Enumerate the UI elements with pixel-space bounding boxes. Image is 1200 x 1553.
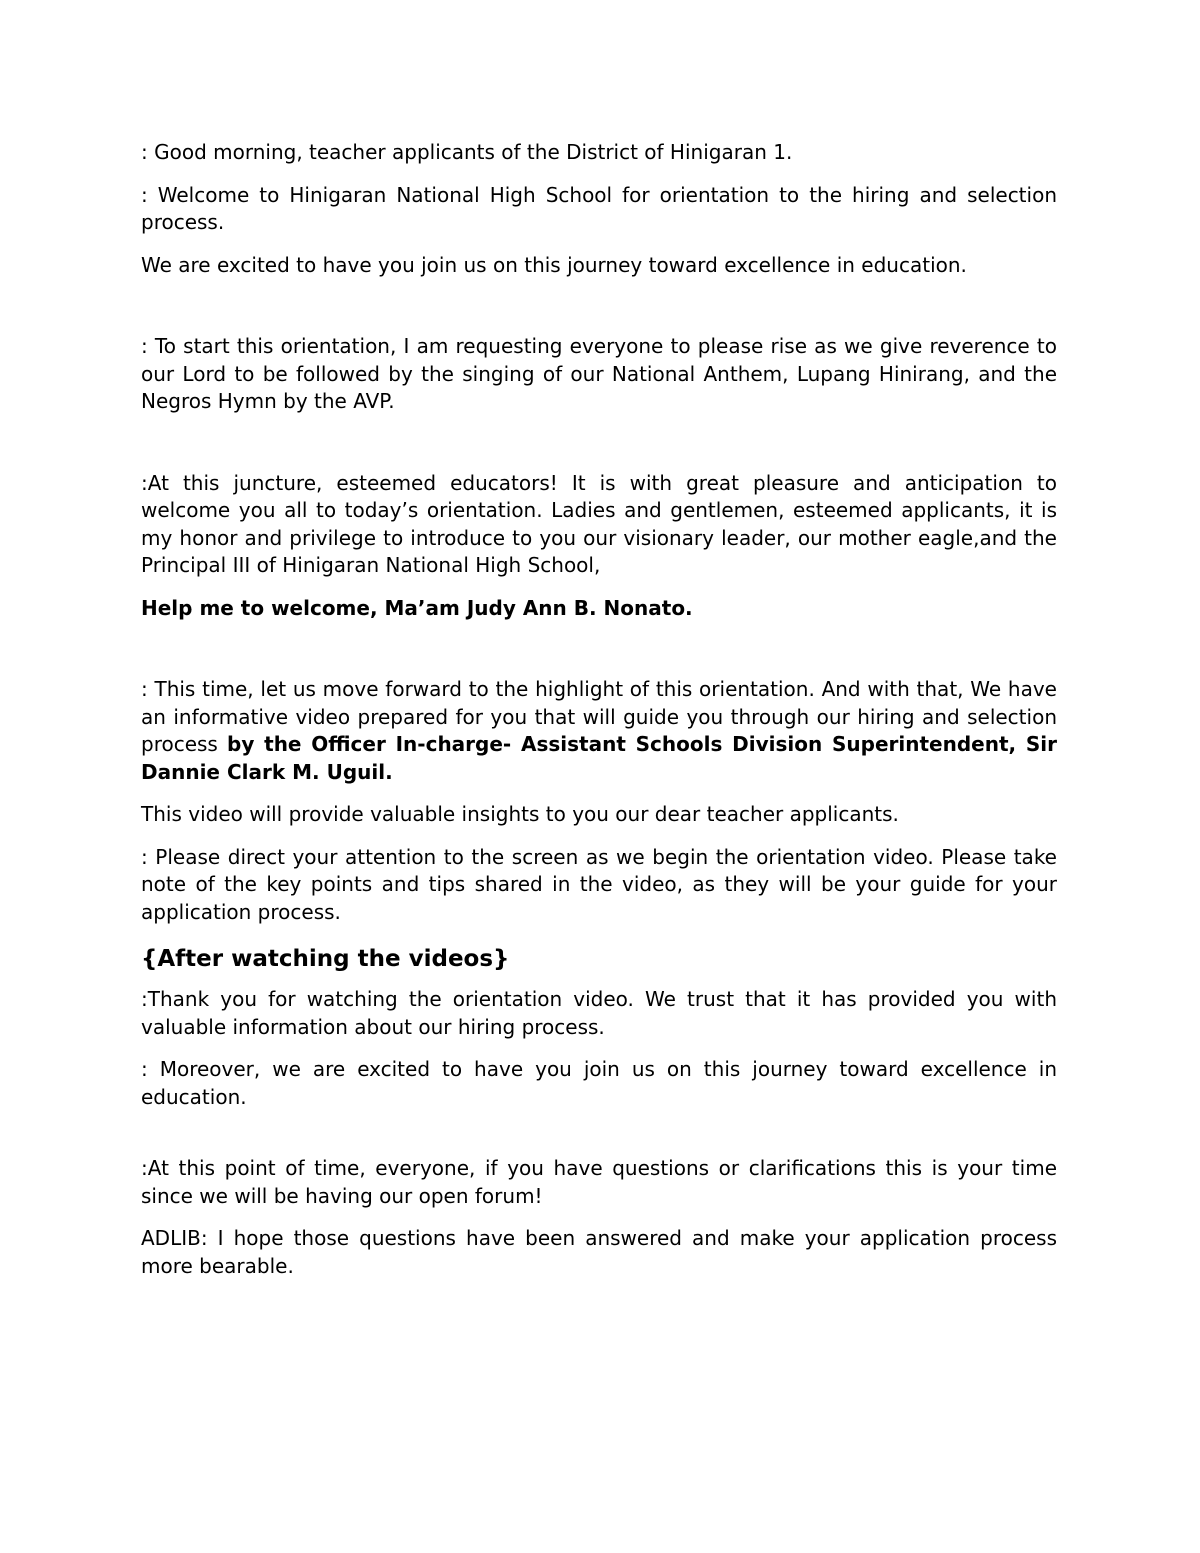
- greeting-paragraph: : Good morning, teacher applicants of the District of Hinigaran 1.: [141, 140, 793, 164]
- video-insights-paragraph: This video will provide valuable insights to you our dear teacher applicants.: [141, 802, 899, 826]
- juncture-paragraph: :At this juncture, esteemed educators! It is with great pleasure and anticipation to welcome you all to today’s orientation. Ladies and gentlemen, esteemed applicants, it is my honor and privilege to introduce to you our visionary leader, our mother eagle,and the Principal III of Hinigaran National High School,: [141, 470, 1057, 577]
- thank-you-paragraph: :Thank you for watching the orientation video. We trust that it has provided you with valuable information about our hiring process.: [141, 987, 1057, 1039]
- document-page: [141, 139, 1057, 1295]
- adlib-paragraph: ADLIB: I hope those questions have been answered and make your application process more bearable.: [141, 1226, 1057, 1278]
- officer-name-text: by the Officer In-charge- Assistant Schools Division Superintendent, Sir Dannie Clark M. Uguil.: [141, 732, 1057, 784]
- open-forum-paragraph: :At this point of time, everyone, if you have questions or clarifications this is your time since we will be having our open forum!: [141, 1156, 1057, 1208]
- attention-paragraph: : Please direct your attention to the screen as we begin the orientation video. Please take note of the key points and tips shared in the video, as they will be your guide for your application process.: [141, 844, 1057, 924]
- principal-welcome-line: Help me to welcome, Ma’am Judy Ann B. Nonato.: [141, 595, 693, 620]
- video-intro-text: : This time, let us move forward to the highlight of this orientation. And with that, We have an informative video prepared for you that will guide you through our hiring and selection process: [141, 677, 1057, 756]
- excited-paragraph: We are excited to have you join us on this journey toward excellence in education.: [141, 252, 967, 277]
- moreover-paragraph: : Moreover, we are excited to have you join us on this journey toward excellence in education.: [141, 1057, 1057, 1109]
- section-heading: {After watching the videos}: [141, 946, 510, 972]
- welcome-paragraph: : Welcome to Hinigaran National High School for orientation to the hiring and selection process.: [141, 182, 1057, 234]
- prayer-paragraph: : To start this orientation, I am requesting everyone to please rise as we give reverence to our Lord to be followed by the singing of our National Anthem, Lupang Hinirang, and the Negros Hymn by the AVP.: [141, 334, 1057, 413]
- video-intro-paragraph: [141, 676, 1057, 786]
